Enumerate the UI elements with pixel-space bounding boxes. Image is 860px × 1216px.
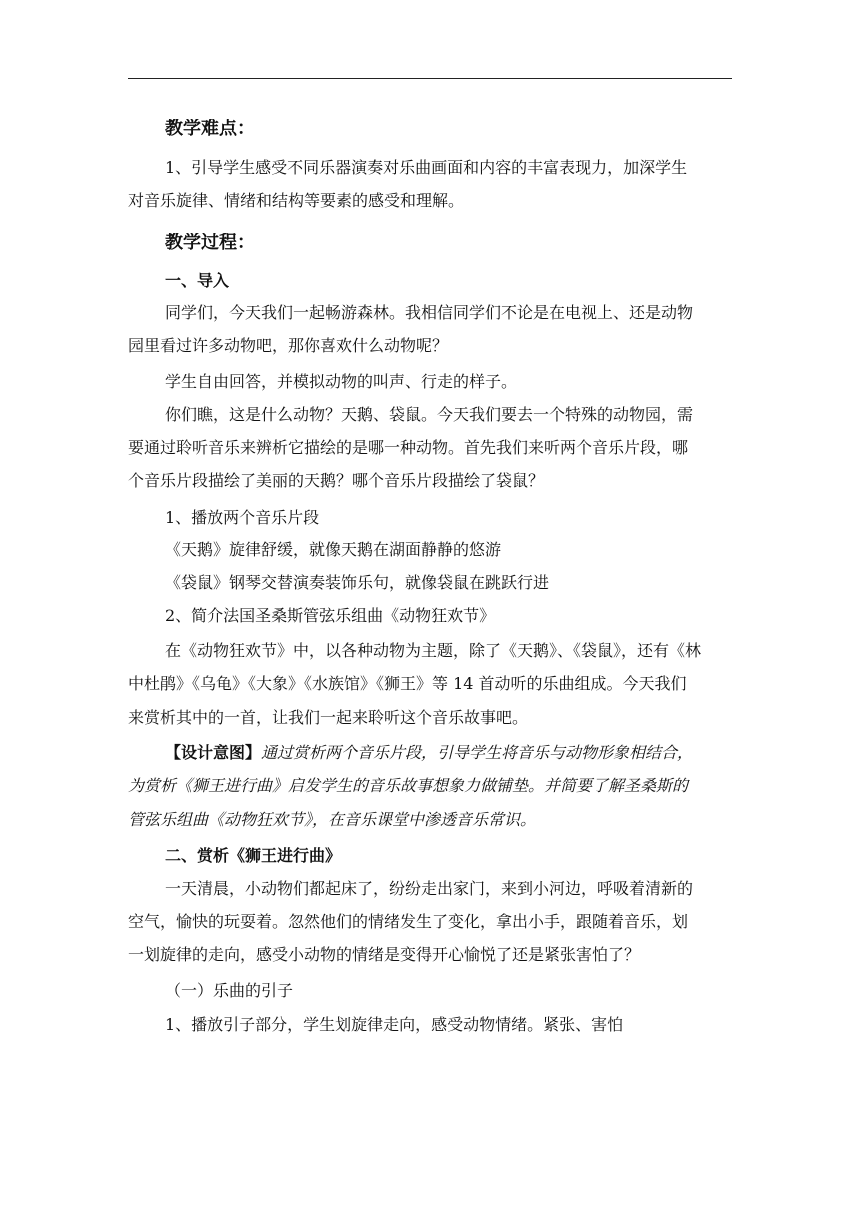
list-item: 1、播放引子部分，学生划旋律走向，感受动物情绪。紧张、害怕 <box>165 1015 624 1034</box>
list-item: 1、播放两个音乐片段 <box>165 508 320 527</box>
list-item: 《天鹅》旋律舒缓，就像天鹅在湖面静静的悠游 <box>165 540 502 559</box>
difficulty-heading: 教学难点： <box>165 119 255 139</box>
list-item: 2、简介法国圣桑斯管弦乐组曲《动物狂欢节》 <box>165 606 496 625</box>
difficulty-paragraph-line: 对音乐旋律、情绪和结构等要素的感受和理解。 <box>128 191 465 210</box>
header-rule <box>128 78 732 79</box>
subsection-heading: （一）乐曲的引子 <box>165 981 294 1000</box>
paragraph-line: 中杜鹃》《乌龟》《大象》《水族馆》《狮王》等 14 首动听的乐曲组成。今天我们 <box>128 674 687 693</box>
paragraph-line: 来赏析其中的一首，让我们一起来聆听这个音乐故事吧。 <box>128 708 529 727</box>
paragraph-line: 学生自由回答，并模拟动物的叫声、行走的样子。 <box>165 372 518 391</box>
design-intent-text: 通过赏析两个音乐片段，引导学生将音乐与动物形象相结合， <box>261 743 694 762</box>
paragraph-line: 同学们，今天我们一起畅游森林。我相信同学们不论是在电视上、还是动物 <box>165 303 694 322</box>
difficulty-paragraph-line: 1、引导学生感受不同乐器演奏对乐曲画面和内容的丰富表现力，加深学生 <box>165 158 688 177</box>
paragraph-line: 一天清晨，小动物们都起床了，纷纷走出家门，来到小河边，呼吸着清新的 <box>165 879 694 898</box>
paragraph-line: 园里看过许多动物吧，那你喜欢什么动物呢？ <box>128 336 449 355</box>
design-intent-line: 为赏析《狮王进行曲》启发学生的音乐故事想象力做铺垫。并简要了解圣桑斯的 <box>128 776 689 795</box>
design-intent-label: 【设计意图】 <box>165 743 262 762</box>
section-heading-intro: 一、导入 <box>165 271 230 290</box>
paragraph-line: 一划旋律的走向，感受小动物的情绪是变得开心愉悦了还是紧张害怕了？ <box>128 945 641 964</box>
section-heading-lion-march: 二、赏析《狮王进行曲》 <box>165 846 342 865</box>
list-item: 《袋鼠》钢琴交替演奏装饰乐句，就像袋鼠在跳跃行进 <box>165 573 550 592</box>
design-intent-line: 管弦乐组曲《动物狂欢节》，在音乐课堂中渗透音乐常识。 <box>128 810 537 829</box>
paragraph-line: 个音乐片段描绘了美丽的天鹅？哪个音乐片段描绘了袋鼠？ <box>128 471 545 490</box>
paragraph-line: 在《动物狂欢节》中，以各种动物为主题，除了《天鹅》、《袋鼠》，还有《林 <box>165 641 702 660</box>
process-heading: 教学过程： <box>165 233 255 253</box>
paragraph-line: 要通过聆听音乐来辨析它描绘的是哪一种动物。首先我们来听两个音乐片段，哪 <box>128 438 689 457</box>
paragraph-line: 你们瞧，这是什么动物？天鹅、袋鼠。今天我们要去一个特殊的动物园，需 <box>165 405 694 424</box>
paragraph-line: 空气，愉快的玩耍着。忽然他们的情绪发生了变化，拿出小手，跟随着音乐，划 <box>128 912 689 931</box>
design-intent-line <box>165 743 738 763</box>
